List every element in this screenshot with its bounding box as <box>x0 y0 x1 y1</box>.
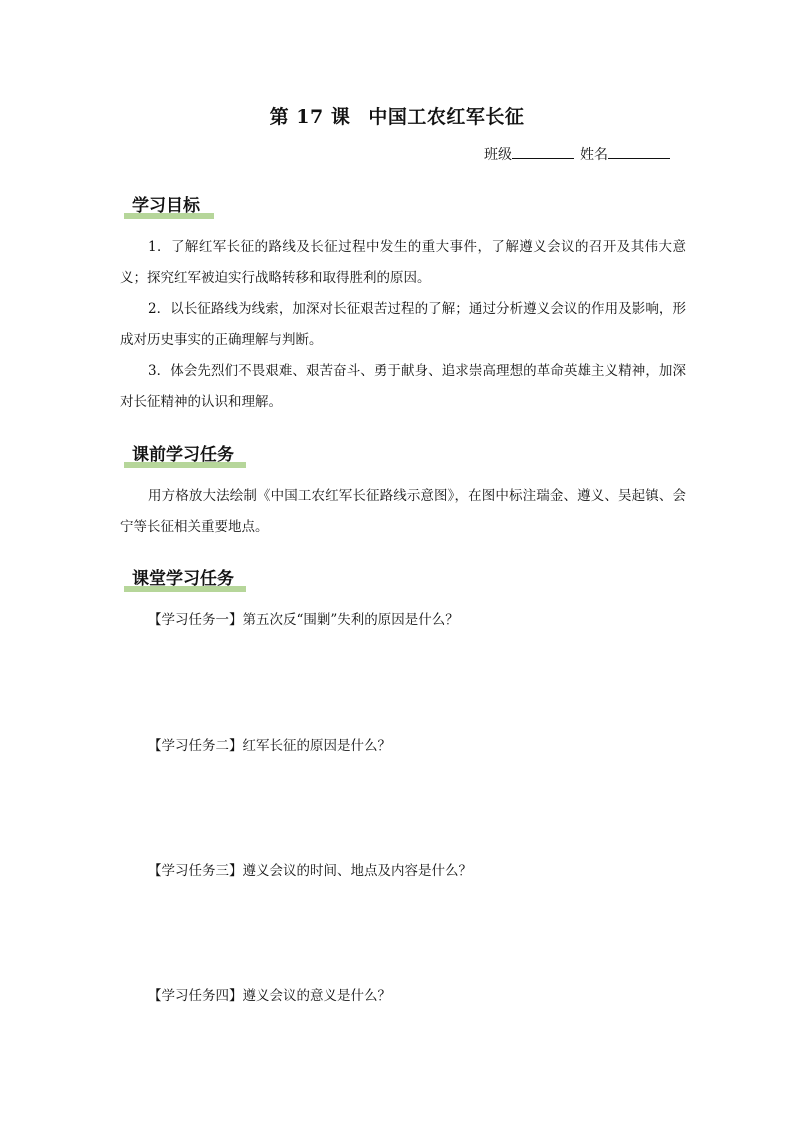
name-blank[interactable] <box>608 144 670 159</box>
objective-item-1: 1．了解红军长征的路线及长征过程中发生的重大事件，了解遵义会议的召开及其伟大意义；探究红军被迫实行战略转移和取得胜利的原因。 <box>120 239 686 286</box>
section-heading-label: 学习目标 <box>132 196 200 216</box>
inclass-task-2: 【学习任务二】红军长征的原因是什么？ <box>148 738 391 754</box>
section-heading-preclass <box>124 442 234 470</box>
section-heading-label: 课堂学习任务 <box>132 569 234 589</box>
class-label: 班级 <box>484 147 512 163</box>
section-heading-inclass <box>124 566 234 594</box>
inclass-task-4: 【学习任务四】遵义会议的意义是什么？ <box>148 988 391 1004</box>
objective-item-3: 3．体会先烈们不畏艰难、艰苦奋斗、勇于献身、追求崇高理想的革命英雄主义精神，加深对长征精神的认识和理解。 <box>120 363 686 410</box>
objective-item-2: 2．以长征路线为线索，加深对长征艰苦过程的了解；通过分析遵义会议的作用及影响，形成对历史事实的正确理解与判断。 <box>120 301 686 348</box>
page-title <box>0 104 794 130</box>
student-info-line <box>484 144 676 165</box>
section-heading-objectives <box>124 193 200 221</box>
inclass-task-1: 【学习任务一】第五次反“围剿”失利的原因是什么？ <box>148 612 459 628</box>
inclass-task-3: 【学习任务三】遵义会议的时间、地点及内容是什么？ <box>148 863 472 879</box>
name-label: 姓名 <box>580 147 608 163</box>
class-blank[interactable] <box>512 144 574 159</box>
preclass-task-text: 用方格放大法绘制《中国工农红军长征路线示意图》，在图中标注瑞金、遵义、吴起镇、会宁等长征相关重要地点。 <box>120 488 686 535</box>
lesson-number: 第 17 课 <box>269 106 351 128</box>
section-heading-label: 课前学习任务 <box>132 445 234 465</box>
lesson-title: 中国工农红军长征 <box>368 106 525 128</box>
